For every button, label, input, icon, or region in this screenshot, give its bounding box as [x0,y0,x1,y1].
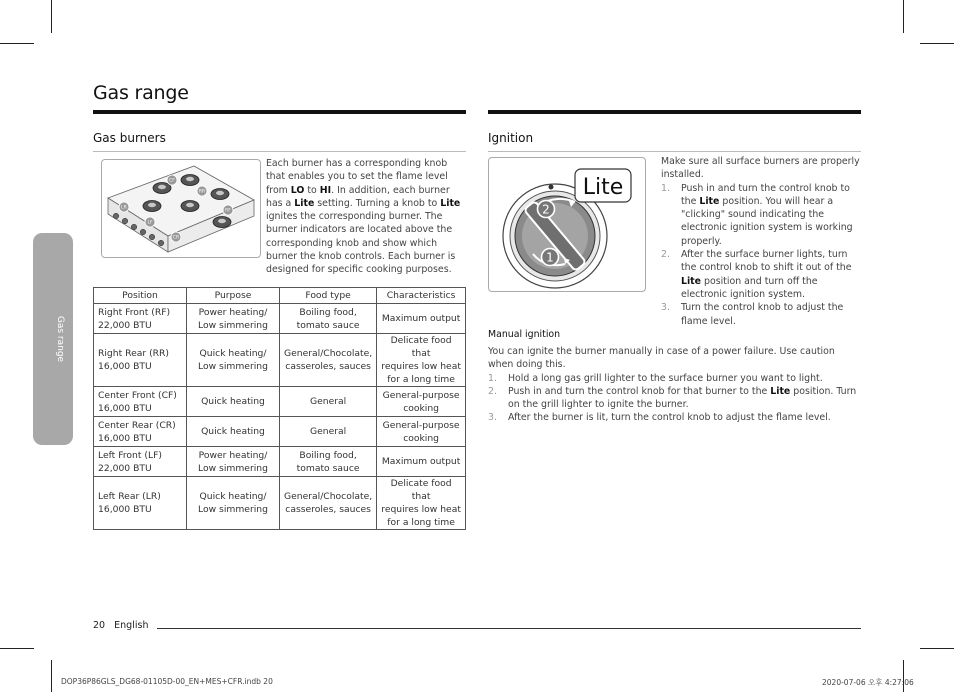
table-cell-food: General [280,417,377,447]
section-rule [93,110,466,114]
gas-burners-intro: Each burner has a corresponding knob that enables you to set the flame level from LO to HI. In addition, each burner has a Lite setting. Turning a knob to Lite ignites the corresponding burner. The burner indicators are located above the corresponding knob and show which burner the knob controls. Each burner is designed for specific cooking purposes. [266,158,461,276]
table-cell-position: Center Front (CF) 16,000 BTU [94,387,187,417]
footer-language: English [114,620,149,631]
crop-mark [0,43,34,44]
manual-ignition-text [488,345,861,425]
table-cell-food: General/Chocolate, casseroles, sauces [280,334,377,387]
page-title: Gas range [93,82,189,104]
table-cell-purpose: Power heating/ Low simmering [187,304,280,334]
table-cell-char: General-purpose cooking [377,387,466,417]
table-cell-purpose: Quick heating/ Low simmering [187,477,280,530]
ignition-steps [661,182,861,328]
table-cell-position: Left Front (LF) 22,000 BTU [94,447,187,477]
table-row [94,334,466,387]
table-cell-food: General [280,387,377,417]
table-cell-purpose: Quick heating/ Low simmering [187,334,280,387]
col-header-characteristics: Characteristics [377,288,466,304]
table-cell-purpose: Quick heating [187,417,280,447]
footer-rule [157,628,861,629]
step-number: 2. [661,249,670,261]
knob-lite-label: Lite [582,175,624,200]
burner-label-lr: LR [121,205,127,211]
side-tab [33,233,73,445]
table-row [94,477,466,530]
ignition-heading: Ignition [488,131,534,145]
col-header-food-type: Food type [280,288,377,304]
list-item: 2. After the surface burner lights, turn the control knob to shift it out of the Lite position and turn off the electronic ignition system. [661,249,852,300]
manual-ignition-steps [488,372,861,425]
burner-spec-table [93,287,466,530]
table-cell-position: Left Rear (LR) 16,000 BTU [94,477,187,530]
page-footer [93,620,148,631]
burner-label-cr: CR [172,235,180,241]
burner-label-lf: LF [147,220,153,226]
crop-mark [920,43,954,44]
table-cell-position: Right Rear (RR) 16,000 BTU [94,334,187,387]
step-number: 2. [488,385,497,397]
cooktop-illustration [101,159,261,258]
table-row [94,417,466,447]
manual-ignition-heading: Manual ignition [488,329,561,340]
table-cell-position: Right Front (RF) 22,000 BTU [94,304,187,334]
side-tab-label: Gas range [55,315,65,363]
knob-drawing [489,158,645,291]
step-number: 1. [661,182,670,194]
ignition-intro: Make sure all surface burners are properly installed. [661,156,860,181]
list-item: 1. Push in and turn the control knob to the Lite position. You will hear a "clicking" sound indicating the electronic ignition system is working properly. [661,182,853,247]
knob-illustration [488,157,646,292]
heading-divider [93,151,466,152]
ignition-text [661,155,861,328]
table-cell-food: Boiling food, tomato sauce [280,304,377,334]
list-item: 1. Hold a long gas grill lighter to the surface burner you want to light. [488,372,823,384]
crop-mark [51,660,52,692]
step-number: 3. [661,302,670,314]
table-row [94,387,466,417]
table-cell-char: Delicate food that requires low heat for a long time [377,477,466,530]
list-item: 3. After the burner is lit, turn the control knob to adjust the flame level. [488,412,831,424]
step-number: 3. [488,412,497,424]
list-item: 3. Turn the control knob to adjust the flame level. [661,302,844,327]
manual-ignition-intro: You can ignite the burner manually in case of a power failure. Use caution when doing this. [488,346,835,371]
burner-label-cf: CF [169,178,175,184]
table-cell-char: Maximum output [377,447,466,477]
crop-mark [920,648,954,649]
table-cell-position: Center Rear (CR) 16,000 BTU [94,417,187,447]
page-number: 20 [93,620,106,631]
table-cell-char: General-purpose cooking [377,417,466,447]
list-item: 2. Push in and turn the control knob for that burner to the Lite position. Turn on the grill lighter to ignite the burner. [488,385,857,411]
col-header-purpose: Purpose [187,288,280,304]
table-cell-char: Maximum output [377,304,466,334]
table-cell-char: Delicate food that requires low heat for a long time [377,334,466,387]
table-cell-food: General/Chocolate, casseroles, sauces [280,477,377,530]
knob-step-1: 1 [546,250,554,265]
burner-label-rr: RR [198,189,206,195]
knob-step-2: 2 [542,202,550,217]
table-row [94,447,466,477]
burner-label-rf: RF [225,208,231,214]
slug-file-info: DOP36P86GLS_DG68-01105D-00_EN+MES+CFR.indb 20 [61,677,273,686]
crop-mark [903,0,904,33]
heading-divider [488,151,861,152]
table-row [94,304,466,334]
cooktop-drawing [102,160,260,257]
col-header-position: Position [94,288,187,304]
step-number: 1. [488,372,497,384]
table-cell-food: Boiling food, tomato sauce [280,447,377,477]
table-body [94,304,466,530]
crop-mark [0,648,34,649]
table-cell-purpose: Quick heating [187,387,280,417]
table-cell-purpose: Power heating/ Low simmering [187,447,280,477]
gas-burners-heading: Gas burners [93,131,166,145]
section-rule [488,110,861,114]
slug-timestamp: 2020-07-06 오후 4:27:06 [822,678,914,687]
crop-mark [51,0,52,33]
